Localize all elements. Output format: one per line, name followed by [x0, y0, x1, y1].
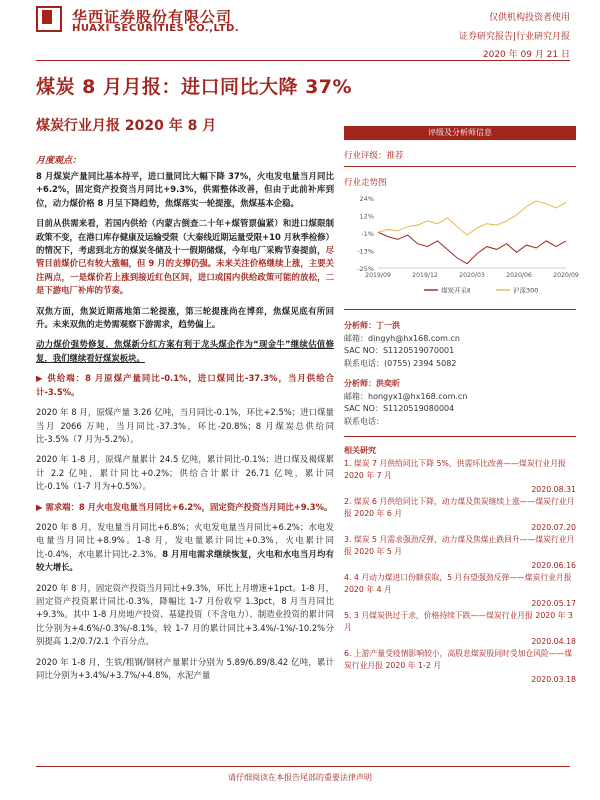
paragraph-recommendation: 动力煤价强势修复，焦煤新分红方案有利于龙头煤企作为“现金牛”继续估值修复，我们继续看好煤炭板块。	[36, 339, 334, 363]
analyst-2-name: 分析师：洪奕昕	[344, 379, 400, 388]
outlook-text: 目前从供需来看，若国内供给（内蒙古倒查二十年+煤管票偏紧）和进口煤限制政策不变，在港口库存健康及运输受限（大秦线近期运量受限+10 月秋季检修）的情况下，考虑到北方的煤炭冬储及十一假期储煤，今年电厂采购节奏提前，	[36, 218, 334, 256]
supply-paragraph-2: 2020 年 1-8 月，原煤产量累计 24.5 亿吨，累计同比-0.1%；进口煤及褐煤累计 2.2 亿吨，累计同比+0.2%；供给合计累计 26.71 亿吨，累计同比-0.1%（1-7 月为+0.5%）。	[36, 454, 334, 492]
trend-chart-title: 行业走势图	[344, 178, 387, 188]
y-tick-label: -25%	[357, 265, 374, 273]
related-research-heading: 相关研究	[344, 446, 376, 455]
related-research-list	[344, 458, 576, 686]
supply-heading: ▶ 供给端：8 月原煤产量同比-0.1%，进口煤同比-37.3%，当月供给合计-3.5%。	[36, 373, 334, 397]
related-item-date: 2020.04.18	[531, 636, 576, 646]
related-item[interactable]: 2. 煤炭 6 月供给同比下降，动力煤及焦炭继续上涨——煤炭行业月报 2020 年 6 月	[344, 496, 575, 518]
sidebar-divider	[344, 309, 576, 310]
monthly-view-heading: 月度观点：	[36, 156, 82, 166]
related-item-date: 2020.08.31	[531, 484, 576, 494]
paragraph-coke: 双焦方面，焦炭近期落地第二轮提涨，第三轮提涨尚在博弈，焦煤见底有所回升。未来双焦的走势需观察下游需求，趋势偏上。	[36, 305, 334, 330]
legal-notice: 请仔细阅读在本报告尾部的重要法律声明	[228, 773, 372, 782]
report-title: 煤炭 8 月月报：进口同比大降 37%	[36, 76, 353, 98]
report-type: 证券研究报告|行业研究月报	[458, 32, 570, 42]
rating-info-bar: 评级及分析师信息	[344, 126, 576, 140]
related-item[interactable]: 4. 4 月动力煤进口份额获取，5 月有望强劲反弹——煤炭行业月报 2020 年 4 月	[344, 572, 572, 594]
paragraph-summary: 8 月煤炭产量同比基本持平，进口量同比大幅下降 37%，火电发电量当月同比+6.2%，固定资产投资当月同比+9.3%，供需整体改善，但由于此前补库到位，动力煤价格 8 月呈下降趋势，焦煤落实一轮提涨，焦煤基本企稳。	[36, 171, 334, 208]
paragraph-outlook	[36, 217, 334, 297]
supply-paragraph-1: 2020 年 8 月，原煤产量 3.26 亿吨，当月同比-0.1%，环比+2.5%；进口煤量当月 2066 万吨，当月同比-37.3%，环比-20.8%；8 月煤炭总供给同比-3.5%（7 月为-5.2%）。	[36, 407, 334, 444]
demand-paragraph-1	[36, 521, 334, 575]
related-item-date: 2020.03.18	[531, 674, 576, 684]
x-tick-label: 2020/06	[506, 272, 532, 279]
footer-divider	[36, 766, 570, 767]
demand-paragraph-3: 2020 年 1-8 月，生铁/粗钢/钢材产量累计分别为 5.89/6.89/8.42 亿吨，累计同比分别为+3.4%/+3.7%/+4.8%，水泥产量	[36, 656, 334, 680]
main-content	[36, 145, 334, 682]
related-item-date: 2020.07.20	[531, 522, 576, 532]
related-item[interactable]: 1. 煤炭 7 月供给同比下降 5%，供需环比改善——煤炭行业月报 2020 年 7 月	[344, 458, 566, 480]
analyst-1-phone: 联系电话：(0755) 2394 5082	[344, 358, 457, 368]
y-tick-label: 24%	[359, 195, 374, 203]
analyst-1	[344, 320, 576, 370]
related-item-date: 2020.05.17	[531, 598, 576, 608]
y-tick-label: 12%	[359, 212, 374, 221]
company-name-en: HUAXI SECURITIES CO.,LTD.	[72, 23, 240, 34]
related-item-date: 2020.06.16	[531, 560, 576, 570]
x-tick-label: 2020/03	[459, 272, 485, 279]
analyst-2-sac: SAC NO：S1120519080004	[344, 404, 455, 413]
demand-highlight: 8 月用电需求继续恢复，火电和水电当月均有较大增长。	[36, 548, 334, 573]
header-divider	[36, 60, 570, 61]
analyst-2	[344, 378, 576, 428]
analyst-1-name: 分析师：丁一洪	[344, 321, 400, 330]
series-line	[378, 201, 566, 235]
industry-rating: 行业评级：推荐	[344, 151, 404, 161]
y-tick-label: -13%	[357, 247, 374, 256]
x-tick-label: 2019/12	[412, 272, 438, 279]
sidebar-divider	[344, 166, 576, 167]
demand-heading: ▶ 需求端：8 月火电发电量当月同比+6.2%，固定资产投资当月同比+9.3%。	[36, 501, 333, 512]
report-subtitle: 煤炭行业月报 2020 年 8 月	[36, 118, 217, 134]
legend-label: 沪深300	[513, 286, 539, 295]
related-item[interactable]: 3. 煤炭 5 月需求强劲反弹，动力煤及焦煤止跌回升——煤炭行业月报 2020 年 5 月	[344, 534, 575, 556]
y-tick-label: -1%	[361, 230, 374, 238]
x-tick-label: 2020/09	[553, 272, 579, 279]
report-date: 2020 年 09 月 21 日	[482, 50, 570, 60]
logo-mark-inner	[42, 10, 52, 24]
demand-text: 2020 年 8 月，发电量当月同比+6.8%；火电发电量当月同比+6.2%；水电发电量当月同比+8.9%。1-8 月，发电量累计同比+0.3%，火电累计同比-0.4%，水电累计同比-2.3%。	[36, 521, 334, 559]
outlook-highlight: 尽管目前煤价已有较大涨幅，但 9 月的支撑仍强。未来关注价格继续上涨，主要关注两点，一是煤价若上涨到接近红色区间，进口或国内供给政策可能的放松，二是下游电厂补库的节奏。	[36, 245, 334, 296]
related-item[interactable]: 6. 上游产量受疫情影响较小，高股息煤炭股同时受加仓风险——煤炭行业月报 2020 年 1-2 月	[344, 648, 573, 670]
usage-note: 仅供机构投资者使用	[488, 13, 570, 23]
x-tick-label: 2019/09	[365, 272, 391, 279]
company-name-cn: 华西证券股份有限公司	[72, 8, 233, 26]
legend-label: 煤炭开采Ⅱ	[441, 286, 471, 295]
series-line	[378, 232, 566, 263]
analyst-2-email[interactable]: 邮箱：hongyx1@hx168.com.cn	[344, 391, 468, 401]
sidebar-divider	[344, 436, 576, 437]
analyst-2-phone: 联系电话：	[344, 416, 384, 426]
trend-chart	[344, 192, 579, 304]
analyst-1-email[interactable]: 邮箱：dingyh@hx168.com.cn	[344, 333, 460, 343]
demand-paragraph-2: 2020 年 8 月，固定资产投资当月同比+9.3%，环比上月增速+1pct。1-8 月，固定资产投资累计同比-0.3%，降幅比 1-7 月份收窄 1.3pct，8 月当月同比+9.3%。其中 1-8 月房地产投资、基建投资（不含电力）、制造业投资的累计同比分别为+4.6%/-0.3%/-8.1%，较 1-7 月的累计同比+3.4%/-1%/-10.2%分别提高 1.2/0.7/2.1 个百分点。	[36, 582, 334, 647]
analyst-1-sac: SAC NO：S1120519070001	[344, 346, 455, 355]
related-item[interactable]: 5. 3 月煤炭供过于求，价格持续下跌——煤炭行业月报 2020 年 3 月	[344, 610, 573, 632]
sidebar	[344, 126, 579, 686]
